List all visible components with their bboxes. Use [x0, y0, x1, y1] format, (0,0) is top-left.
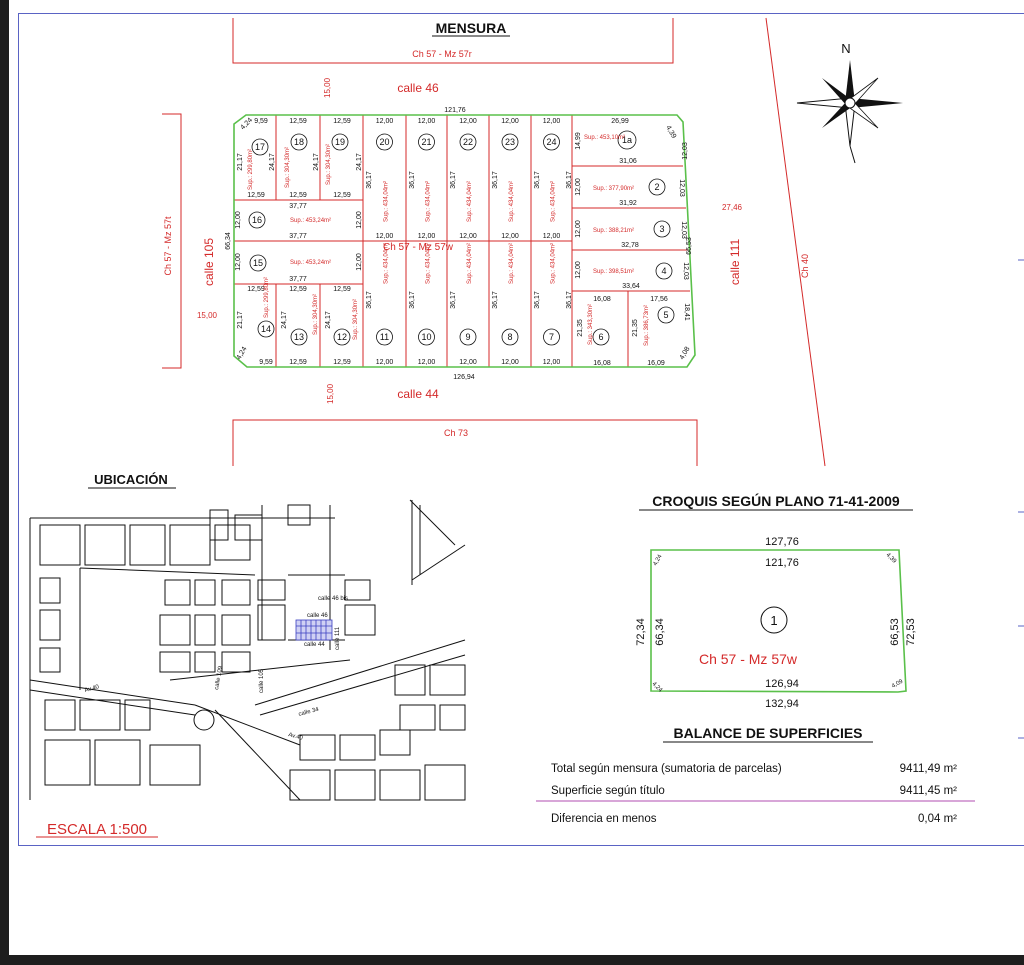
parcel-number: 11	[379, 332, 390, 342]
dim-label: 36,17	[409, 291, 416, 309]
svg-text:4: 4	[661, 266, 667, 276]
parcel-area: Sup.: 434,04m²	[383, 180, 390, 222]
parcel-number: 9	[465, 332, 471, 342]
svg-text:12,59: 12,59	[247, 286, 265, 293]
parcel-number: 7	[548, 332, 555, 342]
svg-text:21,35: 21,35	[577, 319, 584, 337]
svg-text:126,94: 126,94	[453, 374, 475, 381]
svg-text:37,77: 37,77	[289, 276, 307, 283]
parcel-number: 22	[462, 137, 474, 147]
svg-text:12,03: 12,03	[682, 262, 689, 280]
svg-text:12,00: 12,00	[575, 220, 582, 238]
svg-text:32,78: 32,78	[621, 242, 639, 249]
svg-text:127,76: 127,76	[765, 536, 799, 548]
svg-text:6: 6	[598, 332, 604, 342]
svg-text:31,92: 31,92	[619, 200, 637, 207]
location-map	[30, 500, 465, 800]
svg-text:calle 109: calle 109	[214, 665, 225, 691]
dim-label: 36,17	[366, 171, 373, 189]
dim-label: 36,17	[450, 171, 457, 189]
svg-text:12,59: 12,59	[247, 192, 265, 199]
left-block-label: Ch 57 - Mz 57t	[163, 216, 173, 276]
svg-text:132,94: 132,94	[765, 698, 799, 710]
svg-text:Av.40: Av.40	[287, 732, 304, 742]
svg-text:33,64: 33,64	[622, 283, 640, 290]
dim-label: 12,00	[542, 233, 561, 240]
svg-text:16: 16	[251, 215, 263, 225]
right-block-label: Ch 40	[800, 253, 810, 279]
balance-table	[551, 763, 957, 825]
dim-label: 12,00	[417, 233, 436, 240]
svg-text:4,24: 4,24	[239, 116, 255, 132]
parcel-number: 8	[507, 332, 513, 342]
svg-text:24,17: 24,17	[356, 153, 363, 171]
svg-text:calle 46: calle 46	[307, 613, 328, 619]
parcel-area: Sup.: 434,04m²	[550, 180, 557, 222]
svg-text:calle 34: calle 34	[297, 706, 320, 718]
dim-label: 36,17	[492, 291, 499, 309]
svg-text:24,17: 24,17	[325, 311, 332, 329]
svg-text:16,08: 16,08	[593, 296, 611, 303]
svg-text:4,24: 4,24	[235, 345, 249, 361]
svg-text:18,41: 18,41	[683, 303, 690, 321]
right-street-width: 27,46	[721, 203, 743, 212]
svg-text:24,17: 24,17	[281, 311, 288, 329]
svg-text:12,00: 12,00	[575, 261, 582, 279]
svg-text:12,00: 12,00	[235, 253, 242, 271]
svg-text:Sup.: 299,80m²: Sup.: 299,80m²	[264, 276, 270, 318]
left-street-width: 15,00	[196, 311, 218, 320]
dim-label: 12,00	[417, 359, 436, 366]
svg-text:4,09: 4,09	[891, 678, 905, 690]
dim-label: 12,00	[501, 118, 519, 125]
svg-text:12,00: 12,00	[356, 253, 363, 271]
svg-text:17,56: 17,56	[650, 296, 668, 303]
svg-text:12,59: 12,59	[289, 192, 307, 199]
parcel-number: 24	[546, 137, 557, 147]
dim-label: 12,00	[542, 118, 561, 125]
parcel-area: Sup.: 434,04m²	[550, 242, 557, 284]
svg-text:19: 19	[334, 137, 346, 147]
svg-text:21,17: 21,17	[237, 153, 244, 171]
dim-label: 12,00	[501, 359, 519, 366]
dim-label: 36,17	[492, 171, 499, 189]
dim-label: 36,17	[366, 291, 373, 309]
svg-text:16,08: 16,08	[593, 360, 611, 367]
parcel-area: Sup.: 434,04m²	[383, 242, 390, 284]
svg-text:13: 13	[293, 332, 305, 342]
svg-text:66,34: 66,34	[225, 232, 232, 250]
svg-text:5: 5	[663, 310, 669, 320]
svg-text:17: 17	[254, 142, 266, 152]
parcel-number: 10	[421, 332, 432, 342]
svg-text:12,59: 12,59	[289, 359, 307, 366]
svg-text:31,06: 31,06	[619, 158, 637, 165]
svg-text:4,24: 4,24	[650, 681, 664, 694]
right-street-label: calle 111	[728, 238, 742, 286]
svg-text:Sup.: 304,30m²: Sup.: 304,30m²	[326, 143, 332, 185]
svg-text:N: N	[841, 41, 851, 56]
svg-text:4,24: 4,24	[652, 553, 664, 567]
dim-label: 12,00	[375, 359, 394, 366]
svg-text:Sup.: 377,90m²: Sup.: 377,90m²	[593, 186, 635, 192]
scale-label: ESCALA 1:500	[46, 821, 148, 838]
svg-text:66,34: 66,34	[654, 618, 666, 646]
svg-text:16,09: 16,09	[647, 360, 665, 367]
parcel-area: Sup.: 434,04m²	[467, 242, 473, 284]
svg-text:121,76: 121,76	[765, 557, 799, 569]
dim-label: 36,17	[534, 171, 541, 189]
svg-text:12,00: 12,00	[575, 178, 582, 196]
svg-text:15: 15	[252, 258, 264, 268]
dim-label: 36,17	[566, 291, 573, 309]
dim-label: 36,17	[566, 171, 573, 189]
bottom-street-label: calle 44	[397, 387, 439, 401]
svg-text:4,08: 4,08	[678, 345, 692, 361]
bottom-block-label: Ch 73	[443, 428, 469, 438]
svg-text:calle 46 bis: calle 46 bis	[318, 596, 349, 602]
balance-title: BALANCE DE SUPERFICIES	[673, 725, 863, 741]
svg-text:24,17: 24,17	[269, 153, 276, 171]
svg-text:21,17: 21,17	[237, 311, 244, 329]
svg-text:Sup.: 304,30m²: Sup.: 304,30m²	[285, 146, 291, 188]
svg-text:Sup.: 386,73m²: Sup.: 386,73m²	[644, 304, 650, 346]
svg-text:Sup.: 388,21m²: Sup.: 388,21m²	[593, 228, 635, 234]
svg-text:12,59: 12,59	[289, 118, 307, 125]
croquis-title: CROQUIS SEGÚN PLANO 71-41-2009	[652, 493, 900, 509]
svg-text:12,59: 12,59	[333, 192, 351, 199]
svg-text:4,39: 4,39	[664, 124, 678, 140]
location-map-street-labels	[84, 596, 348, 742]
svg-text:Sup.: 304,30m²: Sup.: 304,30m²	[353, 298, 359, 340]
svg-text:calle 111: calle 111	[335, 626, 341, 650]
subdivision-plan	[225, 107, 695, 381]
left-street-label: calle 105	[202, 237, 216, 287]
balance-row-label: Diferencia en menos	[551, 813, 657, 825]
svg-text:Sup.: 299,80m²: Sup.: 299,80m²	[248, 148, 254, 190]
svg-text:14: 14	[260, 324, 272, 334]
svg-text:1: 1	[770, 613, 778, 628]
ubicacion-title: UBICACIÓN	[94, 472, 168, 487]
svg-text:21,35: 21,35	[632, 319, 639, 337]
svg-text:126,94: 126,94	[765, 678, 799, 690]
parcel-number: 23	[504, 137, 516, 147]
svg-text:1a: 1a	[621, 135, 633, 145]
balance-row-label: Total según mensura (sumatoria de parcelas)	[551, 763, 782, 775]
svg-text:37,77: 37,77	[289, 203, 307, 210]
svg-text:24,17: 24,17	[313, 153, 320, 171]
dim-label: 12,00	[501, 233, 519, 240]
svg-text:3: 3	[659, 224, 665, 234]
balance-row-value: 0,04 m²	[918, 813, 957, 825]
dim-label: 36,17	[409, 171, 416, 189]
svg-text:14,99: 14,99	[575, 132, 582, 150]
svg-text:Ch 57 - Mz 57w: Ch 57 - Mz 57w	[698, 651, 798, 667]
balance-row-label: Superficie según título	[551, 785, 665, 797]
balance-row-value: 9411,45 m²	[899, 785, 957, 797]
parcel-area: Sup.: 434,04m²	[509, 242, 515, 284]
svg-text:12,03: 12,03	[680, 221, 687, 239]
dim-label: 12,00	[459, 233, 477, 240]
dim-label: 12,00	[375, 118, 394, 125]
parcel-area: Sup.: 434,04m²	[425, 242, 432, 284]
dim-label: 12,00	[375, 233, 394, 240]
dim-label: 36,17	[450, 291, 457, 309]
parcel-area: Sup.: 434,04m²	[425, 180, 432, 222]
top-street-label: calle 46	[397, 81, 439, 95]
dim-label: 36,17	[534, 291, 541, 309]
svg-text:66,53: 66,53	[889, 618, 901, 646]
svg-text:Sup.: 453,24m²: Sup.: 453,24m²	[290, 260, 332, 266]
parcel-number: 21	[421, 137, 432, 147]
dim-label: 12,00	[459, 359, 477, 366]
svg-text:calle 105: calle 105	[259, 668, 265, 693]
top-block-label: Ch 57 - Mz 57r	[412, 49, 472, 59]
croquis-diagram	[635, 536, 917, 710]
north-arrow-icon	[797, 41, 903, 163]
svg-text:Sup.: 453,10m²: Sup.: 453,10m²	[584, 135, 626, 141]
svg-text:calle 44: calle 44	[304, 642, 325, 648]
plan-block-name: Ch 57 - Mz 57w	[382, 242, 454, 253]
svg-text:37,77: 37,77	[289, 233, 307, 240]
svg-text:Sup.: 398,51m²: Sup.: 398,51m²	[593, 269, 635, 275]
svg-text:66,53: 66,53	[686, 237, 693, 255]
svg-text:12,03: 12,03	[682, 142, 689, 160]
svg-text:Sup.: 343,30m²: Sup.: 343,30m²	[588, 303, 594, 345]
location-highlight	[296, 620, 332, 640]
svg-text:4,39: 4,39	[884, 552, 898, 565]
svg-text:9,59: 9,59	[254, 118, 268, 125]
svg-text:72,53: 72,53	[905, 618, 917, 646]
dim-label: 12,00	[459, 118, 477, 125]
svg-text:12,59: 12,59	[333, 286, 351, 293]
svg-text:18: 18	[293, 137, 305, 147]
svg-text:12,00: 12,00	[356, 211, 363, 229]
svg-text:12,59: 12,59	[333, 359, 351, 366]
svg-text:12: 12	[336, 332, 348, 342]
svg-text:12,59: 12,59	[333, 118, 351, 125]
dim-label: 12,00	[417, 118, 436, 125]
svg-text:12,59: 12,59	[289, 286, 307, 293]
title: MENSURA	[435, 20, 507, 36]
top-street-width: 15,00	[323, 77, 332, 98]
svg-text:9,59: 9,59	[259, 359, 273, 366]
svg-text:Av.40: Av.40	[83, 684, 100, 694]
svg-text:2: 2	[654, 182, 660, 192]
parcel-area: Sup.: 434,04m²	[509, 180, 515, 222]
svg-text:Sup.: 304,30m²: Sup.: 304,30m²	[313, 293, 319, 335]
svg-text:12,03: 12,03	[678, 179, 685, 197]
svg-text:26,99: 26,99	[611, 118, 629, 125]
svg-text:121,76: 121,76	[444, 107, 466, 114]
svg-text:12,00: 12,00	[235, 211, 242, 229]
svg-text:72,34: 72,34	[635, 618, 647, 646]
balance-row-value: 9411,49 m²	[899, 763, 957, 775]
svg-text:Sup.: 453,24m²: Sup.: 453,24m²	[290, 218, 332, 224]
dim-label: 12,00	[542, 359, 561, 366]
parcel-area: Sup.: 434,04m²	[467, 180, 473, 222]
bottom-street-width: 15,00	[326, 383, 335, 404]
parcel-number: 20	[379, 137, 390, 147]
neighbour-block-lines	[162, 18, 825, 466]
